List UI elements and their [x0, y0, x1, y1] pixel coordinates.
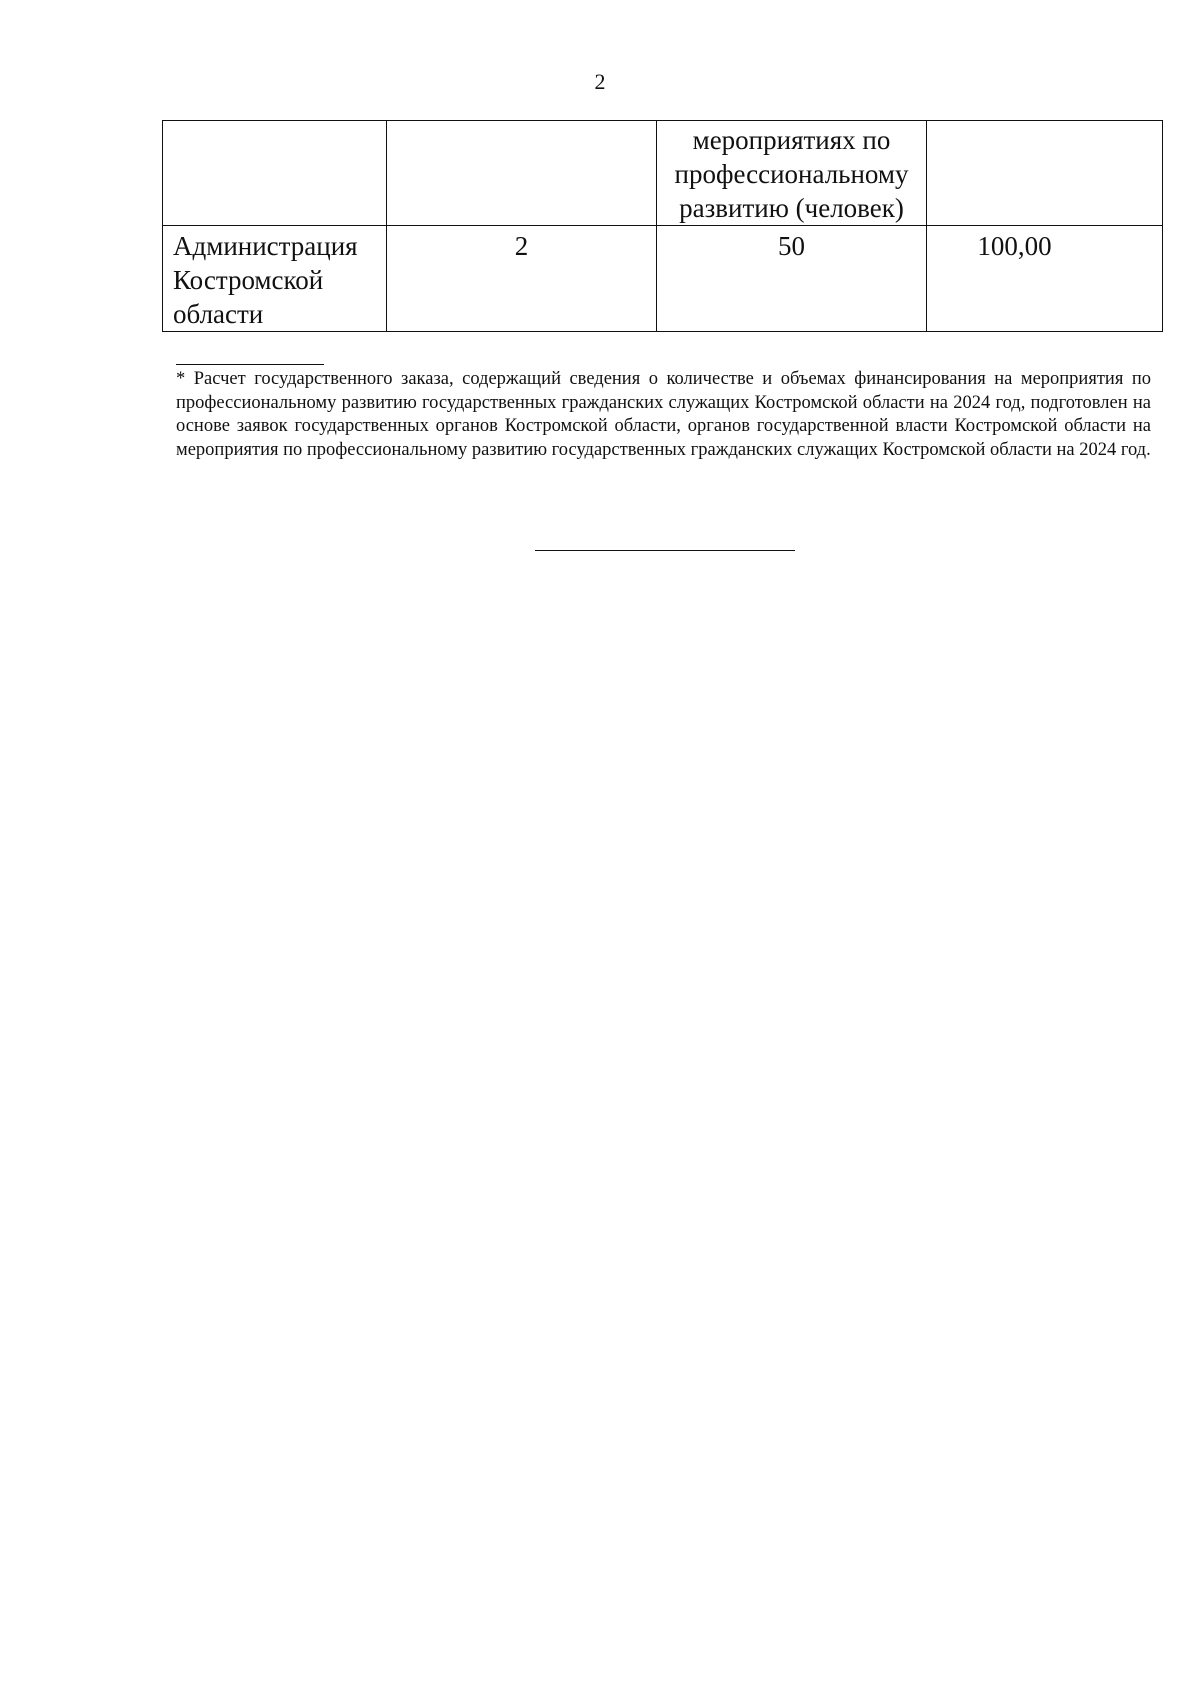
table-cell-value-3: 100,00 [927, 226, 1163, 332]
table-header-cell-4 [927, 121, 1163, 226]
table-header-cell-3: мероприятиях по профессиональному развитию (человек) [657, 121, 927, 226]
table-cell-value-1: 2 [387, 226, 657, 332]
page-number: 2 [594, 69, 606, 94]
table-header-cell-1 [163, 121, 387, 226]
table-cell-organization: Администрация Костромской области [163, 226, 387, 332]
table-header-cell-2 [387, 121, 657, 226]
table-cell-value-2: 50 [657, 226, 927, 332]
table-header-row [163, 121, 1163, 226]
footnote-text: * Расчет государственного заказа, содержащий сведения о количестве и объемах финансирования на мероприятия по профессиональному развитию государственных гражданских служащих Костромской области на 2024 год, подготовлен на основе заявок государственных органов Костромской области, органов государственной власти Костромской области на мероприятия по профессиональному развитию государственных гражданских служащих Костромской области на 2024 год. [176, 369, 1151, 460]
data-table [162, 120, 1163, 332]
end-of-document-line [535, 550, 795, 551]
table-row [163, 226, 1163, 332]
footnote-separator [176, 364, 324, 365]
